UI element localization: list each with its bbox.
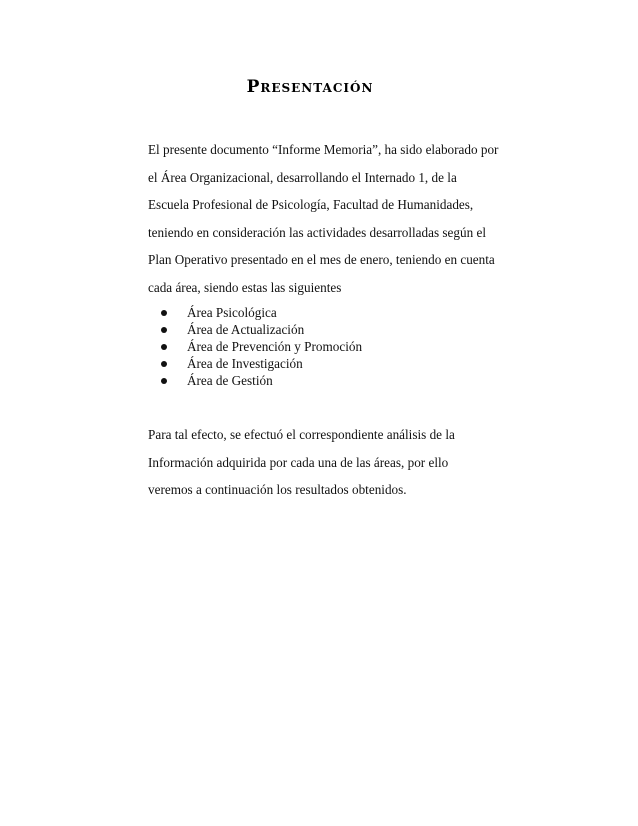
closing-line: Para tal efecto, se efectuó el correspondiente análisis de la bbox=[148, 427, 455, 442]
intro-line: Escuela Profesional de Psicología, Facultad de Humanidades, bbox=[148, 197, 474, 213]
bullet-icon bbox=[161, 310, 167, 316]
closing-line: veremos a continuación los resultados obtenidos. bbox=[148, 482, 407, 498]
bullet-icon bbox=[161, 378, 167, 384]
list-item bbox=[148, 374, 362, 391]
list-item-label: Área de Prevención y Promoción bbox=[187, 339, 363, 354]
intro-line: cada área, siendo estas las siguientes bbox=[148, 279, 342, 295]
intro-line: Plan Operativo presentado en el mes de enero, teniendo en cuenta bbox=[148, 252, 495, 268]
closing-paragraph bbox=[148, 428, 508, 511]
intro-line: el Área Organizacional, desarrollando el Internado 1, de la bbox=[148, 169, 457, 185]
intro-paragraph bbox=[148, 143, 508, 309]
list-item-label: Área de Investigación bbox=[187, 356, 303, 371]
list-item bbox=[148, 357, 362, 374]
list-item bbox=[148, 340, 362, 357]
list-item bbox=[148, 306, 362, 323]
bullet-icon bbox=[161, 327, 167, 333]
bullet-icon bbox=[161, 361, 167, 367]
page-title bbox=[0, 77, 638, 97]
intro-line: El presente documento “Informe Memoria”, ha sido elaborado por bbox=[148, 142, 499, 157]
intro-line: teniendo en consideración las actividades desarrolladas según el bbox=[148, 224, 486, 240]
list-item-label: Área Psicológica bbox=[187, 305, 277, 320]
closing-line: Información adquirida por cada una de las áreas, por ello bbox=[148, 454, 449, 470]
page-title-text: Presentación bbox=[246, 77, 374, 97]
list-item-label: Área de Gestión bbox=[187, 373, 273, 388]
list-item bbox=[148, 323, 362, 340]
list-item-label: Área de Actualización bbox=[187, 322, 305, 337]
areas-list bbox=[148, 306, 362, 391]
bullet-icon bbox=[161, 344, 167, 350]
